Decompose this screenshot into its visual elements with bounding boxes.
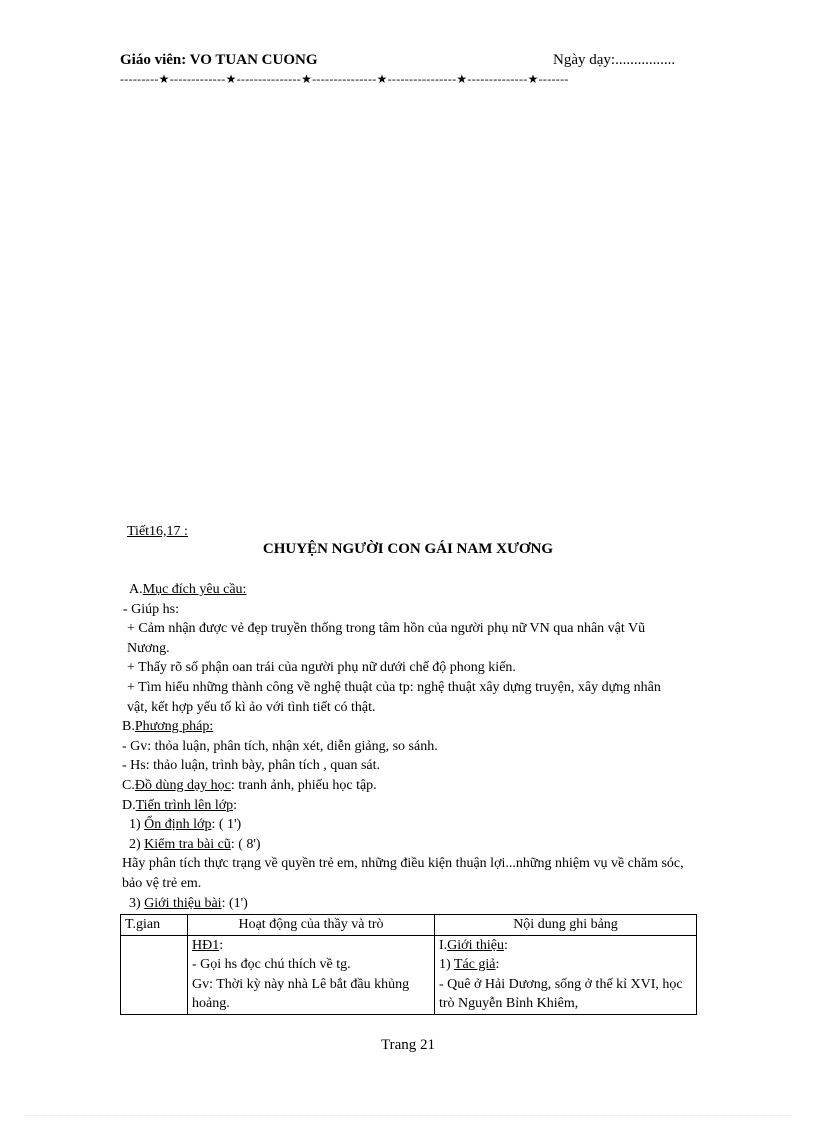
step-1-number: 1) xyxy=(129,817,141,833)
activity-heading-colon: : xyxy=(219,937,224,953)
board-text: - Quê ở Hải Dương, sống ở thế kỉ XVI, học trò Nguyễn Bỉnh Khiêm, xyxy=(439,976,683,1011)
header-activity: Hoạt động của thầy và trò xyxy=(188,915,435,936)
section-c-prefix: C. xyxy=(122,777,135,793)
page-number: Trang 21 xyxy=(380,1037,436,1053)
section-b-item-2: - Hs: thảo luận, trình bày, phân tích , quan sát. xyxy=(122,758,381,774)
table-row xyxy=(121,935,697,1014)
board-heading xyxy=(439,936,692,956)
section-a-heading xyxy=(121,580,697,600)
cell-time xyxy=(121,935,188,1014)
step-2-label: Kiểm tra bài cũ xyxy=(144,836,231,852)
bottom-dotted-line xyxy=(25,1115,791,1116)
activity-line-2: Gv: Thời kỳ này nhà Lê bắt đầu khủng hoảng. xyxy=(192,976,410,1011)
section-b-prefix: B. xyxy=(122,719,135,735)
header-divider: ---------★-------------★---------------★---------------★----------------★--------------★------- xyxy=(120,72,569,86)
step-1 xyxy=(121,815,697,835)
step-1-time: : ( 1') xyxy=(211,817,242,833)
board-subheading-label: Tác giả xyxy=(453,957,496,972)
review-question: Hãy phân tích thực trạng về quyền trẻ em, những điều kiện thuận lợi...những nhiệm vụ về chăm sóc, bảo vệ trẻ em. xyxy=(122,856,684,891)
activity-heading-label: HĐ1 xyxy=(192,937,220,953)
step-2 xyxy=(121,835,697,855)
section-c-title: Đồ dùng dạy học xyxy=(134,777,231,793)
section-d-title: Tiến trình lên lớp xyxy=(135,797,234,813)
cell-activity xyxy=(188,935,435,1014)
section-a-intro: - Giúp hs: xyxy=(123,601,179,617)
section-a-item-3: + Tìm hiểu những thành công về nghệ thuật của tp: nghệ thuật xây dựng truyện, xây dựng nhân vật, kết hợp yếu tố kì ảo với tình tiết có thật. xyxy=(127,679,661,715)
section-d-colon: : xyxy=(233,797,238,813)
section-a-item-2: + Thấy rõ số phận oan trái của người phụ nữ dưới chế độ phong kiến. xyxy=(127,660,516,676)
section-a-prefix: A. xyxy=(129,582,143,597)
board-subheading-colon: : xyxy=(495,957,500,972)
teacher-name: Giáo viên: VO TUAN CUONG xyxy=(120,52,318,68)
section-d-heading xyxy=(121,796,697,816)
board-heading-label: Giới thiệu xyxy=(447,937,504,953)
section-b-title: Phương pháp: xyxy=(134,719,214,735)
header-time: T.gian xyxy=(121,915,188,936)
lesson-body xyxy=(121,580,697,913)
section-c-text: : tranh ảnh, phiếu học tập. xyxy=(230,777,377,793)
lesson-plan-table xyxy=(120,914,697,1015)
board-heading-prefix: I. xyxy=(439,937,448,953)
step-3-number: 3) xyxy=(129,895,141,911)
board-subheading xyxy=(439,955,692,975)
section-b-heading xyxy=(121,717,697,737)
lesson-period: Tiết16,17 : xyxy=(127,524,188,539)
step-1-label: Ổn định lớp xyxy=(144,817,212,833)
step-2-time: : ( 8') xyxy=(230,836,261,852)
lesson-title: CHUYỆN NGƯỜI CON GÁI NAM XƯƠNG xyxy=(262,541,554,557)
board-subheading-number: 1) xyxy=(439,957,451,972)
section-b-item-1: - Gv: thỏa luận, phân tích, nhận xét, diễn giảng, so sánh. xyxy=(122,738,438,754)
teaching-date: Ngày dạy:................ xyxy=(553,52,676,68)
activity-line-1: - Gọi hs đọc chú thích về tg. xyxy=(192,957,351,972)
section-a-title: Mục đích yêu cầu: xyxy=(142,582,247,597)
step-2-number: 2) xyxy=(129,836,141,852)
section-a-item-1: + Cảm nhận được vẻ đẹp truyền thống trong tâm hồn của người phụ nữ VN qua nhân vật Vũ Nương. xyxy=(127,621,646,656)
section-c-line xyxy=(121,776,697,796)
board-heading-colon: : xyxy=(503,937,508,953)
header-board-content: Nội dung ghi bảng xyxy=(435,915,697,936)
table-header-row xyxy=(121,915,697,936)
step-3 xyxy=(121,894,697,914)
activity-heading xyxy=(192,936,430,956)
cell-board-content xyxy=(435,935,697,1014)
step-3-time: : (1') xyxy=(221,895,248,911)
section-d-prefix: D. xyxy=(122,797,136,813)
step-3-label: Giới thiệu bài xyxy=(144,895,222,911)
